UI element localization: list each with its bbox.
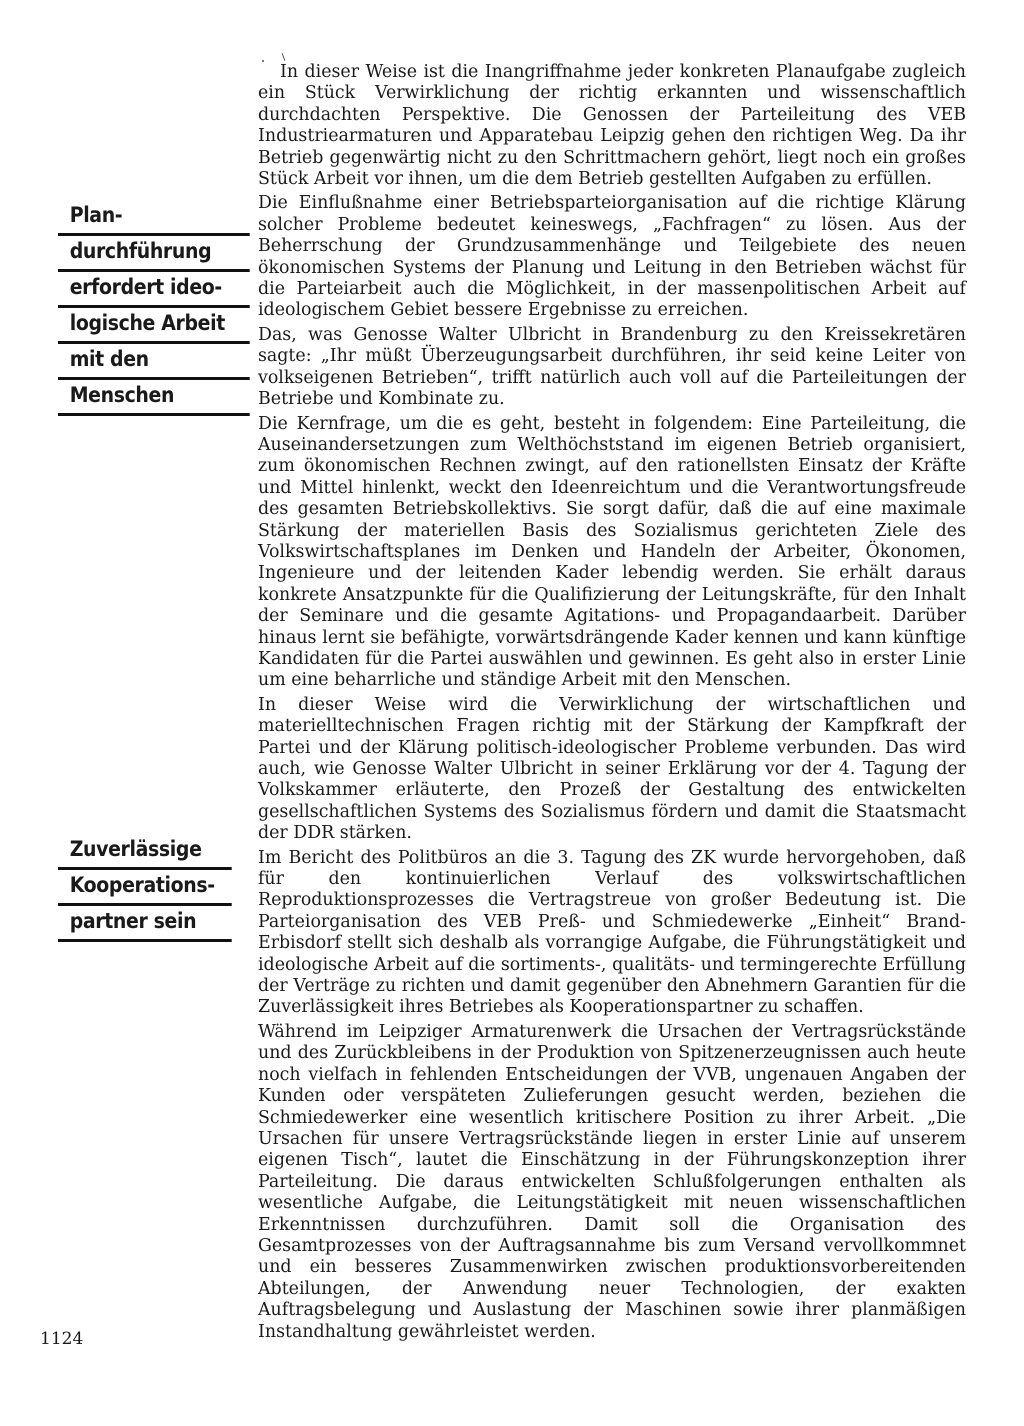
scan-artifact (282, 53, 286, 61)
paragraph: Das, was Genosse Walter Ulbricht in Brandenburg zu den Kreissekretären sagte: „Ihr müßt Überzeugungsarbeit durchführen, ihr seid keine Leiter von volkseigenen Betrieben“, trifft natürlich auch voll auf die Parteileitungen der Betriebe und Kombinate zu. (258, 324, 966, 410)
margin-heading-line: partner sein (58, 906, 232, 942)
paragraph: Die Kernfrage, um die es geht, besteht in folgendem: Eine Parteileitung, die Auseinandersetzungen zum Welthöchststand im eigenen Betrieb organisiert, zum ökonomischen Rechnen zwingt, auf den rationellsten Einsatz der Kräfte und Mittel hinlenkt, weckt den Ideenreichtum und die Verantwortungsfreude des gesamten Betriebskollektivs. Sie sorgt dafür, daß die auf eine maximale Stärkung der materiellen Basis des Sozialismus gerichteten Ziele des Volkswirtschaftsplanes im Denken und Handeln der Arbeiter, Ökonomen, Ingenieure und der leitenden Kader lebendig werden. Sie erhält daraus konkrete Ansatzpunkte für die Qualifizierung der Leitungskräfte, für den Inhalt der Seminare und die gesamte Agitations- und Propagandaarbeit. Darüber hinaus lernt sie befähigte, vorwärtsdrängende Kader kennen und kann künftige Kandidaten für die Partei auswählen und gewinnen. Es geht also in erster Linie um eine beharrliche und ständige Arbeit mit den Menschen. (258, 413, 966, 691)
body-text-column (258, 62, 966, 1346)
margin-heading-line: Zuverlässige (58, 834, 232, 870)
paragraph: In dieser Weise wird die Verwirklichung der wirtschaftlichen und materielltechnischen Fragen richtig mit der Stärkung der Kampfkraft der Partei und der Klärung politisch-ideologischer Probleme verbunden. Das wird auch, wie Genosse Walter Ulbricht in seiner Erklärung vor der 4. Tagung der Volkskammer erläuterte, den Prozeß der Gestaltung des entwickelten gesellschaftlichen Systems des Sozialismus fördern und damit die Staatsmacht der DDR stärken. (258, 694, 966, 844)
paragraph: Im Bericht des Politbüros an die 3. Tagung des ZK wurde hervorgehoben, daß für den kontinuierlichen Verlauf des volkswirtschaftlichen Reproduktionsprozesses die Vertragstreue von großer Bedeutung ist. Die Parteiorganisation des VEB Preß- und Schmiedewerke „Einheit“ Brand-Erbisdorf stellt sich deshalb als vorrangige Aufgabe, die Führungstätigkeit und ideologische Arbeit auf die sortiments-, qualitäts- und termingerechte Erfüllung der Verträge zu richten und damit gegenüber den Abnehmern Garantien für die Zuverlässigkeit ihres Betriebes als Kooperationspartner zu schaffen. (258, 847, 966, 1018)
margin-heading-plandurchfuehrung (58, 200, 240, 416)
margin-heading-line: Plan- (58, 200, 250, 236)
margin-heading-line: logische Arbeit (58, 308, 250, 344)
margin-heading-kooperationspartner (58, 834, 240, 942)
paragraph: Die Einflußnahme einer Betriebsparteiorganisation auf die richtige Klärung solcher Probleme bedeutet keineswegs, „Fachfragen“ zu lösen. Aus der Beherrschung der Grundzusammenhänge und Teilgebiete des neuen ökonomischen Systems der Planung und Leitung in den Betrieben wächst für die Parteiarbeit auch die Möglichkeit, in der massenpolitischen Arbeit auf ideologischem Gebiet bessere Ergebnisse zu erreichen. (258, 193, 966, 321)
paragraph: In dieser Weise ist die Inangriffnahme jeder konkreten Planaufgabe zugleich ein Stück Verwirklichung der richtig erkannten und wissenschaftlich durchdachten Perspektive. Die Genossen der Parteileitung des VEB Industriearmaturen und Apparatebau Leipzig gehen den richtigen Weg. Da ihr Betrieb gegenwärtig nicht zu den Schrittmachern gehört, liegt noch ein großes Stück Arbeit vor ihnen, um die dem Betrieb gestellten Aufgaben zu erfüllen. (258, 62, 966, 190)
margin-heading-line: Menschen (58, 380, 250, 416)
margin-heading-line: mit den (58, 344, 250, 380)
margin-heading-line: durchführung (58, 236, 250, 272)
margin-heading-line: Kooperations- (58, 870, 232, 906)
paragraph: Während im Leipziger Armaturenwerk die Ursachen der Vertragsrückstände und des Zurückbleibens in der Produktion von Spitzenerzeugnissen auch heute noch vielfach in fehlenden Entscheidungen der VVB, ungenauen Angaben der Kunden oder verspäteten Zulieferungen gesucht werden, beziehen die Schmiedewerker eine wesentlich kritischere Position zu ihrer Arbeit. „Die Ursachen für unsere Vertragsrückstände liegen in erster Linie auf unserem eigenen Tisch“, lautet die Einschätzung in der Führungskonzeption ihrer Parteileitung. Die daraus entwickelten Schlußfolgerungen enthalten als wesentliche Aufgabe, die Leitungstätigkeit mit neuen wissenschaftlichen Erkenntnissen durchzuführen. Damit soll die Organisation des Gesamtprozesses von der Auftragsannahme bis zum Versand vervollkommnet und ein besseres Zusammenwirken zwischen produktionsvorbereitenden Abteilungen, der Anwendung neuer Technologien, der exakten Auftragsbelegung und Auslastung der Maschinen sowie ihrer planmäßigen Instandhaltung gewährleistet werden. (258, 1021, 966, 1342)
margin-heading-line: erfordert ideo- (58, 272, 250, 308)
page-number: 1124 (40, 1329, 84, 1349)
